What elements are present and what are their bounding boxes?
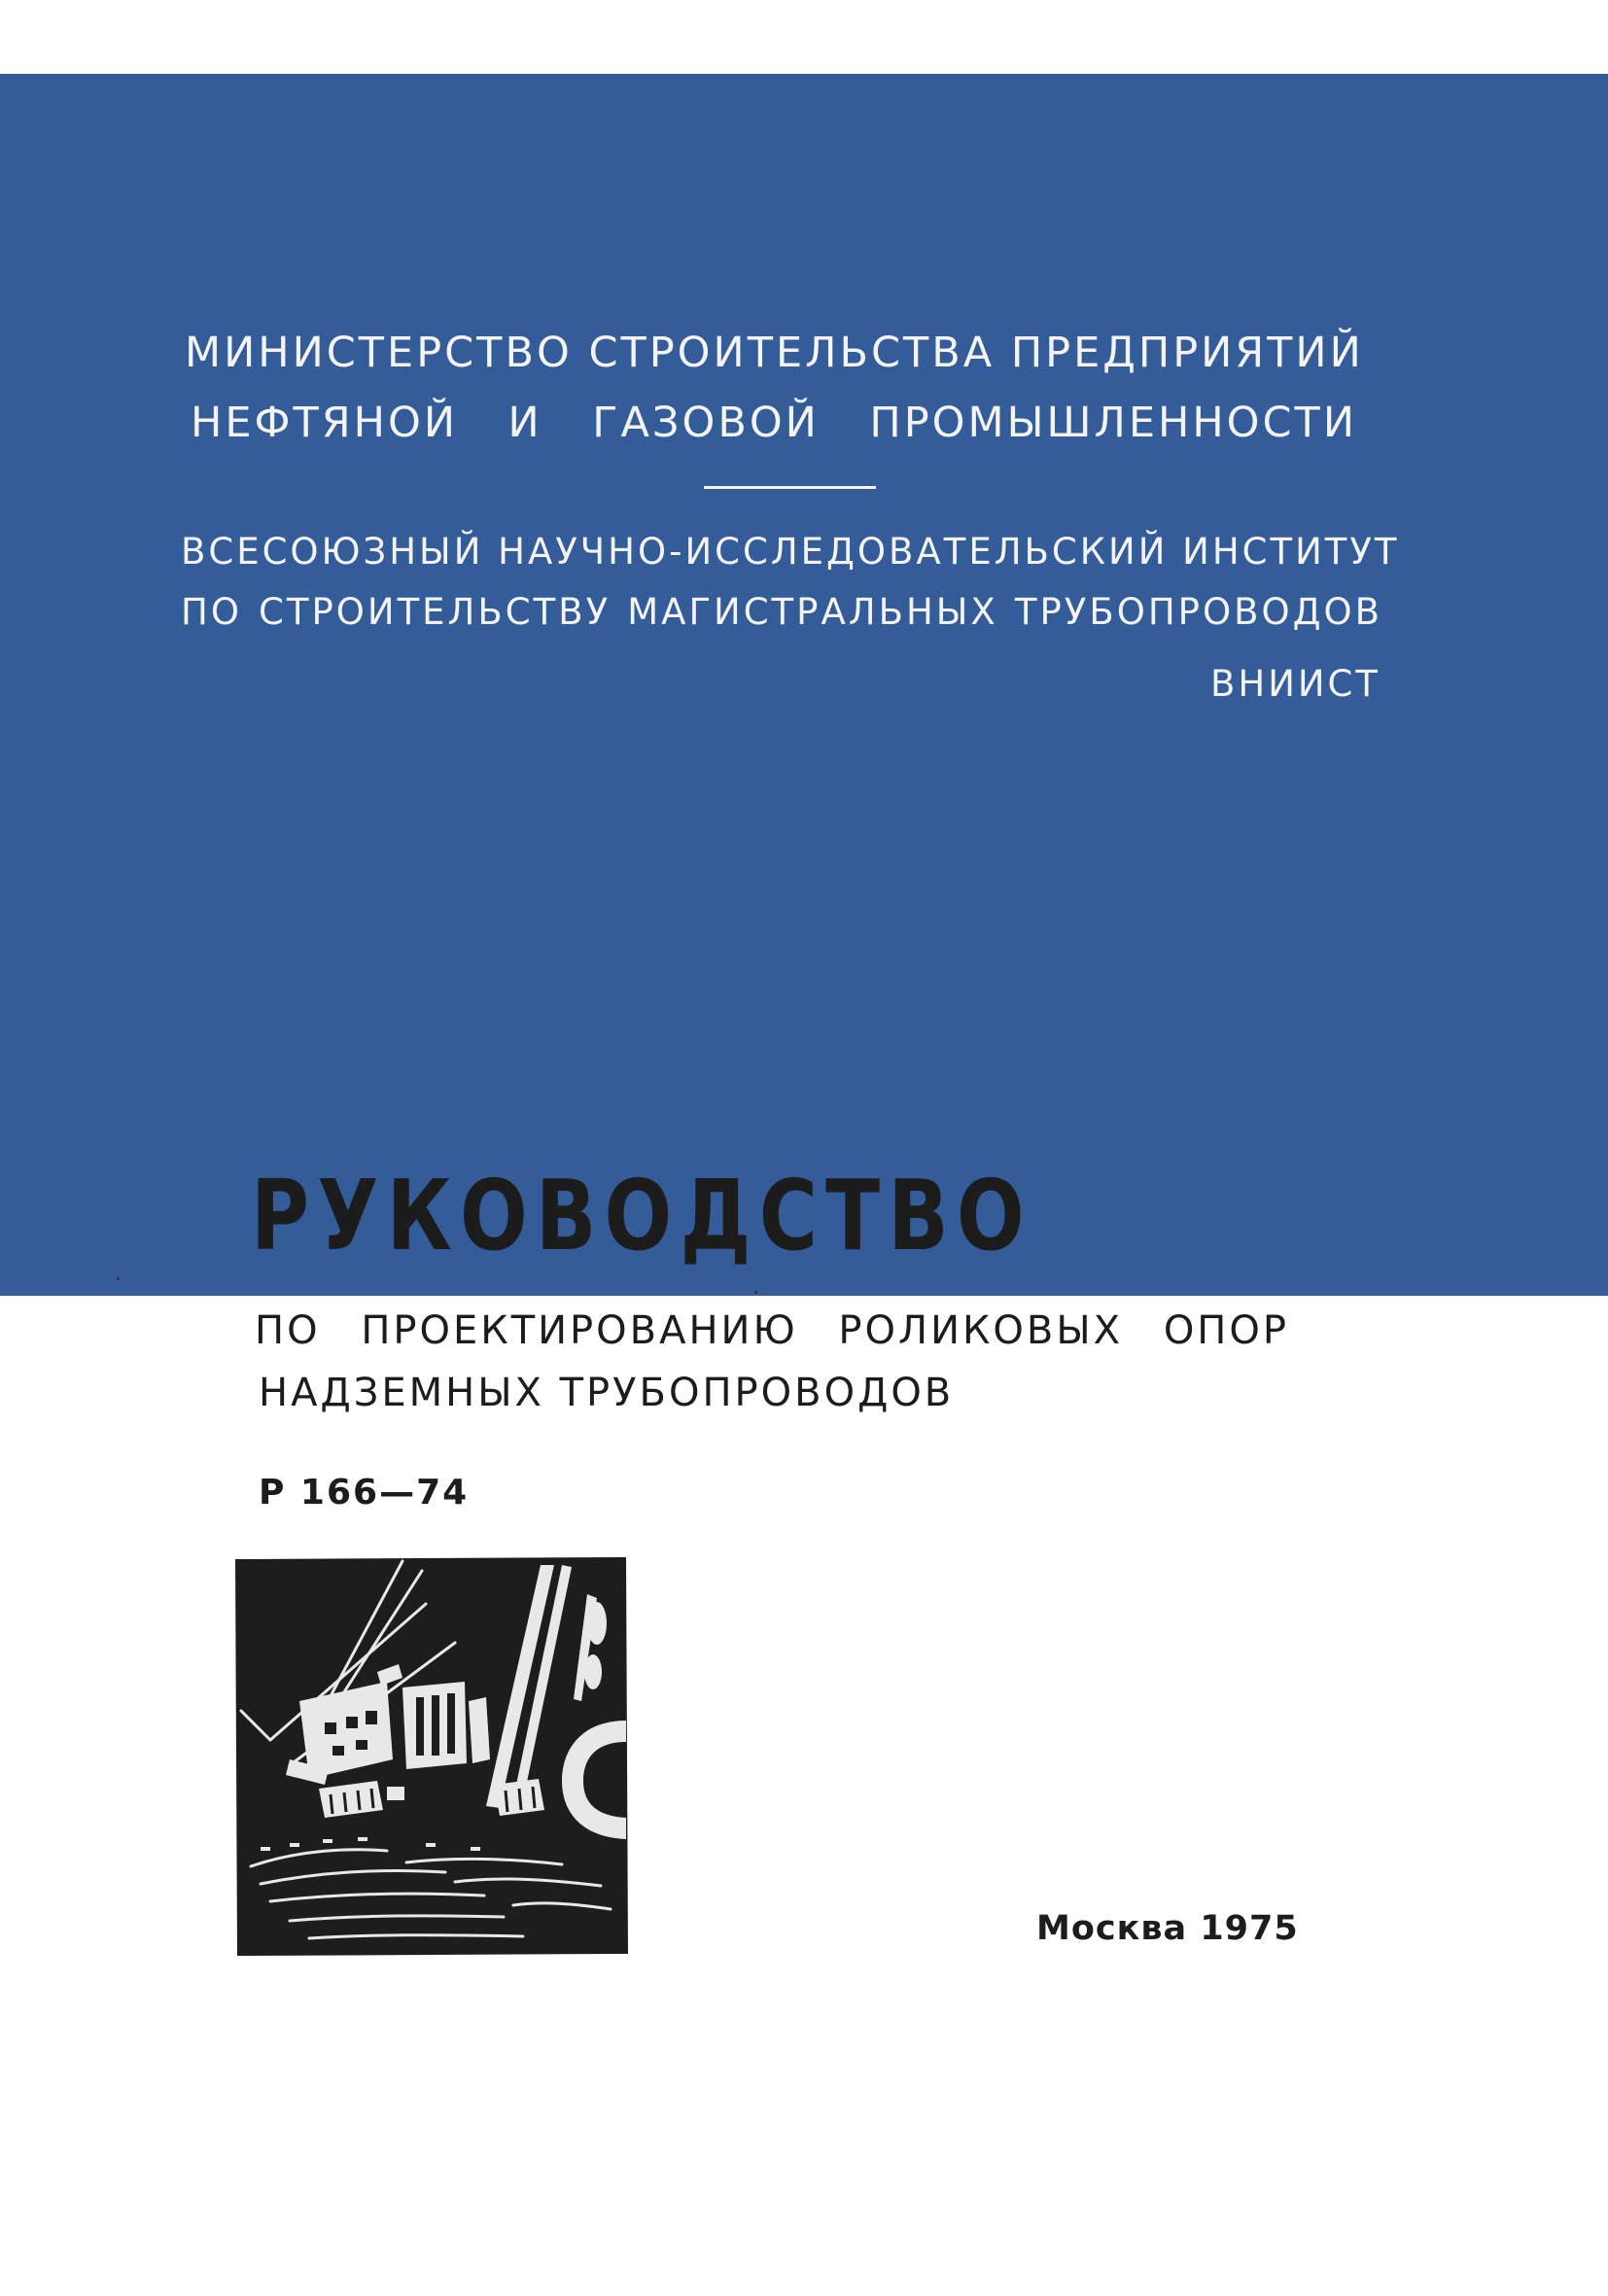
institute-line-2: ПО СТРОИТЕЛЬСТВУ МАГИСТРАЛЬНЫХ ТРУБОПРОВОДОВ (181, 591, 1382, 633)
document-code: Р 166—74 (259, 1473, 470, 1513)
header-divider (704, 486, 876, 489)
subtitle-line-1: ПО ПРОЕКТИРОВАНИЮ РОЛИКОВЫХ ОПОР (255, 1308, 1289, 1353)
ministry-line-2: НЕФТЯНОЙ И ГАЗОВОЙ ПРОМЫШЛЕННОСТИ (191, 399, 1357, 447)
publication-city-year: Москва 1975 (1036, 1909, 1299, 1948)
print-speck (117, 1277, 120, 1280)
subtitle-line-2: НАДЗЕМНЫХ ТРУБОПРОВОДОВ (259, 1371, 955, 1415)
ministry-line-1: МИНИСТЕРСТВО СТРОИТЕЛЬСТВА ПРЕДПРИЯТИЙ (185, 329, 1364, 377)
institute-line-1: ВСЕСОЮЗНЫЙ НАУЧНО-ИССЛЕДОВАТЕЛЬСКИЙ ИНСТИТУТ (181, 531, 1400, 573)
pipeline-construction-engraving-icon (231, 1555, 630, 1958)
institute-abbreviation: ВНИИСТ (1210, 663, 1381, 705)
print-speck (754, 1291, 757, 1294)
document-title: РУКОВОДСТВО (251, 1159, 1032, 1272)
